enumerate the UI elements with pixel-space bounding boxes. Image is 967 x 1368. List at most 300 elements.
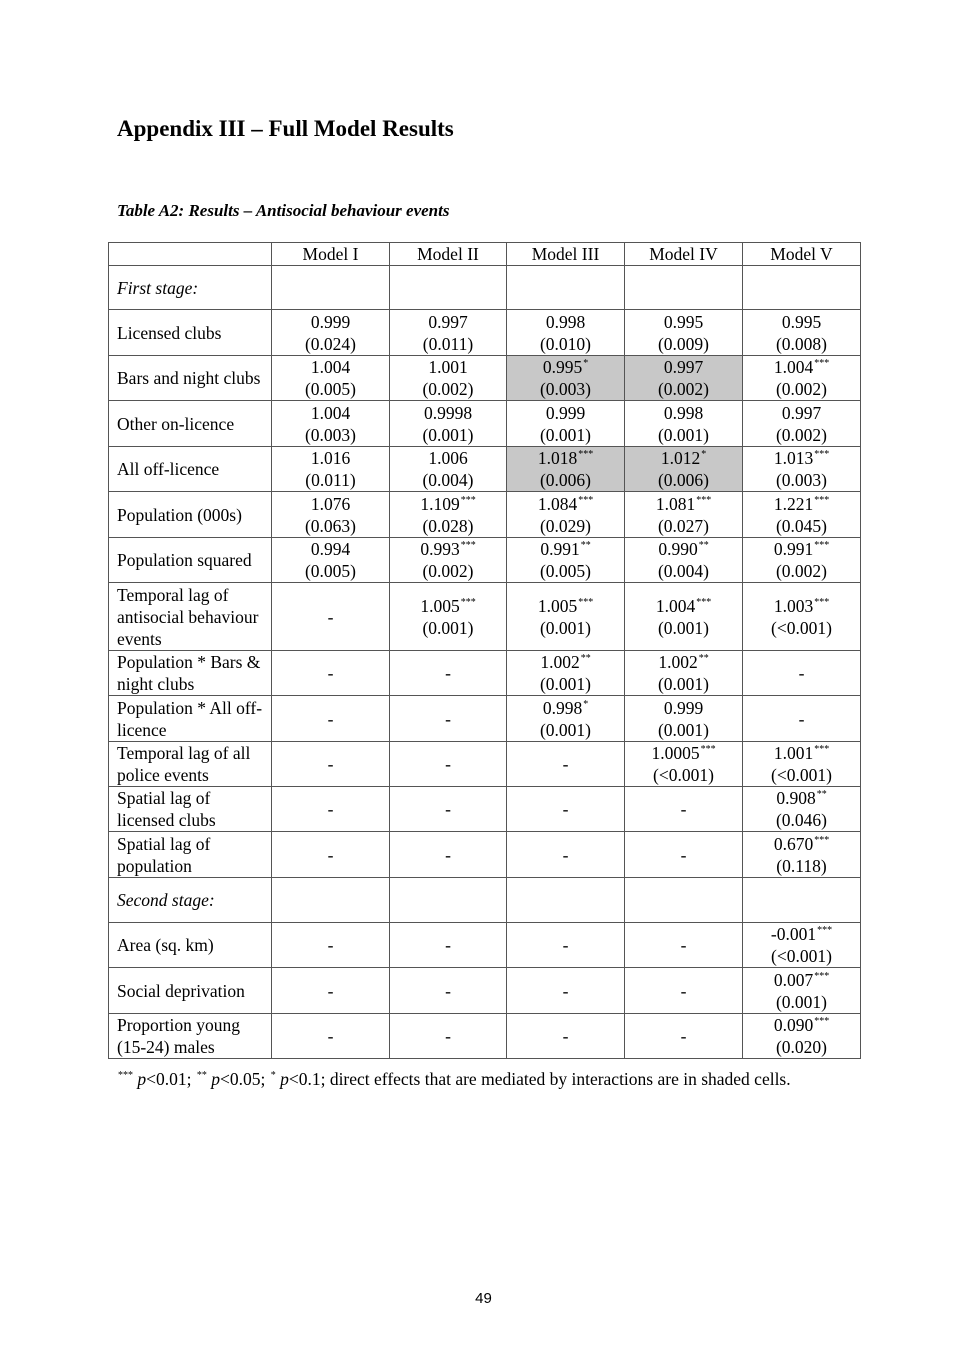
estimate-value: 0.998 bbox=[542, 697, 583, 718]
dash-value: - bbox=[445, 980, 451, 1001]
estimate bbox=[390, 538, 506, 560]
dash-value: - bbox=[445, 799, 451, 819]
estimate bbox=[743, 923, 860, 945]
significance-stars: *** bbox=[578, 596, 594, 608]
estimate-value: 1.076 bbox=[310, 493, 351, 514]
estimate bbox=[625, 402, 742, 424]
significance-stars: * bbox=[701, 449, 707, 460]
significance-stars: *** bbox=[814, 744, 830, 755]
estimate bbox=[390, 356, 506, 378]
value-cell bbox=[743, 832, 861, 878]
value-cell bbox=[390, 651, 507, 696]
estimate-value: 1.002 bbox=[658, 652, 698, 672]
standard-error: (0.001) bbox=[775, 991, 828, 1012]
empty-cell bbox=[390, 878, 507, 923]
header-row bbox=[109, 243, 861, 266]
value-cell bbox=[272, 742, 390, 787]
column-header: Model I bbox=[272, 243, 390, 266]
row-label: Bars and night clubs bbox=[109, 356, 272, 401]
dash-value: - bbox=[327, 1026, 334, 1046]
table-row bbox=[109, 742, 861, 787]
row-label: Population * Bars & night clubs bbox=[109, 651, 272, 696]
value-cell bbox=[743, 447, 861, 492]
significance-stars: * bbox=[583, 358, 589, 369]
standard-error: (0.006) bbox=[539, 470, 592, 490]
standard-error: (0.020) bbox=[775, 1037, 828, 1057]
estimate bbox=[272, 402, 389, 424]
estimate bbox=[625, 311, 742, 333]
value-cell bbox=[390, 832, 507, 878]
value-cell bbox=[272, 651, 390, 696]
dash-value: - bbox=[445, 1026, 451, 1046]
dash-value: - bbox=[680, 980, 687, 1001]
estimate-value: 1.004 bbox=[655, 595, 696, 616]
empty-cell bbox=[625, 266, 743, 310]
standard-error: (<0.001) bbox=[771, 765, 832, 785]
empty-cell bbox=[507, 266, 625, 310]
standard-error: (0.002) bbox=[775, 561, 828, 581]
standard-error: (0.046) bbox=[775, 810, 828, 830]
header-empty-cell bbox=[109, 243, 272, 266]
value-cell bbox=[743, 538, 861, 583]
significance-stars: * bbox=[583, 698, 589, 710]
value-cell bbox=[625, 787, 743, 832]
value-cell bbox=[507, 583, 625, 651]
section-label: Second stage: bbox=[109, 878, 272, 923]
estimate bbox=[743, 595, 860, 617]
value-cell bbox=[625, 310, 743, 356]
dash-value: - bbox=[327, 844, 334, 865]
value-cell bbox=[390, 696, 507, 742]
estimate bbox=[743, 787, 860, 809]
significance-stars: *** bbox=[696, 494, 712, 506]
estimate bbox=[507, 538, 624, 560]
column-header: Model III bbox=[507, 243, 625, 266]
empty-cell bbox=[390, 266, 507, 310]
estimate bbox=[743, 538, 860, 560]
section-row bbox=[109, 266, 861, 310]
dash-value: - bbox=[445, 708, 451, 729]
dash-value: - bbox=[562, 980, 569, 1001]
estimate bbox=[507, 697, 624, 719]
value-cell bbox=[272, 583, 390, 651]
standard-error: (0.009) bbox=[657, 333, 710, 354]
dash-value: - bbox=[562, 754, 569, 774]
estimate-value: 0.007 bbox=[773, 969, 814, 990]
value-cell bbox=[625, 583, 743, 651]
empty-cell bbox=[743, 878, 861, 923]
estimate-value: 1.001 bbox=[428, 357, 468, 377]
estimate bbox=[743, 493, 860, 515]
standard-error: (0.001) bbox=[422, 424, 474, 445]
value-cell bbox=[507, 923, 625, 968]
table-row bbox=[109, 968, 861, 1014]
value-cell bbox=[743, 968, 861, 1014]
estimate-value: 1.001 bbox=[773, 743, 814, 763]
estimate bbox=[390, 447, 506, 469]
empty-cell bbox=[743, 266, 861, 310]
estimate bbox=[743, 311, 860, 333]
estimate-value: 1.109 bbox=[420, 493, 460, 514]
column-header: Model IV bbox=[625, 243, 743, 266]
value-cell bbox=[272, 696, 390, 742]
estimate-value: 1.018 bbox=[537, 448, 578, 468]
estimate-value: 0.998 bbox=[663, 402, 704, 423]
table-row bbox=[109, 538, 861, 583]
dash-value: - bbox=[680, 935, 687, 955]
estimate-value: 0.908 bbox=[776, 788, 816, 808]
value-cell bbox=[272, 401, 390, 447]
estimate bbox=[390, 402, 506, 424]
estimate-value: 0.999 bbox=[310, 311, 351, 332]
dash-value: - bbox=[445, 663, 451, 683]
value-cell bbox=[743, 401, 861, 447]
value-cell bbox=[743, 651, 861, 696]
dash-value: - bbox=[327, 935, 334, 955]
significance-stars: *** bbox=[814, 970, 830, 982]
dash-value: - bbox=[798, 663, 805, 683]
dash-value: - bbox=[445, 844, 451, 865]
value-cell bbox=[507, 832, 625, 878]
estimate-value: 1.002 bbox=[540, 652, 580, 672]
row-label: Licensed clubs bbox=[109, 310, 272, 356]
estimate bbox=[507, 651, 624, 673]
value-cell bbox=[743, 787, 861, 832]
significance-stars: *** bbox=[578, 449, 594, 460]
table-row bbox=[109, 310, 861, 356]
standard-error: (0.005) bbox=[304, 379, 357, 399]
significance-stars: *** bbox=[700, 744, 716, 755]
estimate-value: 1.013 bbox=[773, 448, 814, 468]
estimate-value: 0.670 bbox=[773, 833, 814, 854]
value-cell bbox=[507, 492, 625, 538]
value-cell bbox=[390, 583, 507, 651]
shaded-cell bbox=[625, 356, 743, 401]
table-row bbox=[109, 401, 861, 447]
value-cell bbox=[507, 968, 625, 1014]
row-label: Other on-licence bbox=[109, 401, 272, 447]
standard-error: (0.001) bbox=[657, 674, 710, 694]
value-cell bbox=[625, 401, 743, 447]
estimate bbox=[743, 742, 860, 764]
significance-stars: *** bbox=[814, 358, 830, 369]
estimate-value: 0.991 bbox=[773, 539, 814, 559]
standard-error: (0.045) bbox=[775, 515, 828, 536]
significance-stars: *** bbox=[460, 540, 476, 551]
page-number: 49 bbox=[475, 1290, 492, 1307]
value-cell bbox=[272, 447, 390, 492]
dash-value: - bbox=[445, 935, 451, 955]
row-label: Proportion young (15-24) males bbox=[109, 1014, 272, 1059]
value-cell bbox=[390, 492, 507, 538]
table-footnote: *** p<0.01; ** p<0.05; * p<0.1; direct effects that are mediated by interactions are in shaded cells. bbox=[118, 1069, 791, 1089]
estimate bbox=[272, 538, 389, 560]
value-cell bbox=[743, 742, 861, 787]
estimate-value: 1.004 bbox=[310, 402, 351, 423]
standard-error: (0.002) bbox=[775, 424, 828, 445]
estimate bbox=[390, 311, 506, 333]
table-row bbox=[109, 447, 861, 492]
value-cell bbox=[390, 742, 507, 787]
dash-value: - bbox=[798, 708, 805, 729]
standard-error: (<0.001) bbox=[771, 617, 832, 638]
estimate-value: 0.997 bbox=[781, 402, 822, 423]
estimate bbox=[625, 595, 742, 617]
dash-value: - bbox=[680, 1026, 687, 1046]
shaded-cell bbox=[625, 447, 743, 492]
significance-stars: *** bbox=[817, 925, 833, 936]
estimate-value: 1.006 bbox=[428, 448, 468, 468]
standard-error: (0.003) bbox=[539, 379, 592, 399]
value-cell bbox=[272, 968, 390, 1014]
dash-value: - bbox=[562, 1026, 569, 1046]
value-cell bbox=[272, 923, 390, 968]
standard-error: (0.004) bbox=[422, 470, 474, 490]
row-label: Temporal lag of antisocial behaviour events bbox=[109, 583, 272, 651]
estimate-value: 1.012 bbox=[660, 448, 701, 468]
value-cell bbox=[625, 696, 743, 742]
row-label: Area (sq. km) bbox=[109, 923, 272, 968]
estimate-value: 0.997 bbox=[428, 311, 468, 332]
significance-stars: ** bbox=[580, 653, 591, 664]
estimate bbox=[390, 595, 506, 617]
estimate bbox=[625, 356, 742, 378]
standard-error: (0.004) bbox=[657, 561, 710, 581]
estimate-value: 1.005 bbox=[420, 595, 460, 616]
estimate bbox=[390, 493, 506, 515]
standard-error: (0.001) bbox=[539, 617, 592, 638]
value-cell bbox=[507, 1014, 625, 1059]
significance-stars: *** bbox=[814, 449, 830, 460]
standard-error: (0.001) bbox=[422, 617, 474, 638]
section-label: First stage: bbox=[109, 266, 272, 310]
estimate bbox=[507, 447, 624, 469]
standard-error: (0.001) bbox=[539, 424, 592, 445]
empty-cell bbox=[272, 878, 390, 923]
standard-error: (<0.001) bbox=[653, 765, 714, 785]
estimate-value: 0.995 bbox=[781, 311, 822, 332]
dash-value: - bbox=[327, 754, 334, 774]
estimate bbox=[272, 311, 389, 333]
standard-error: (0.002) bbox=[657, 379, 710, 399]
estimate-value: 0.999 bbox=[545, 402, 586, 423]
significance-stars: *** bbox=[814, 596, 830, 608]
value-cell bbox=[272, 538, 390, 583]
standard-error: (<0.001) bbox=[771, 946, 832, 966]
standard-error: (0.002) bbox=[775, 379, 828, 399]
table-row bbox=[109, 492, 861, 538]
standard-error: (0.002) bbox=[422, 379, 474, 399]
value-cell bbox=[390, 787, 507, 832]
standard-error: (0.006) bbox=[657, 470, 710, 490]
value-cell bbox=[507, 742, 625, 787]
column-header: Model II bbox=[390, 243, 507, 266]
estimate bbox=[743, 1014, 860, 1036]
estimate bbox=[272, 447, 389, 469]
value-cell bbox=[507, 538, 625, 583]
estimate bbox=[507, 402, 624, 424]
significance-stars: ** bbox=[698, 540, 709, 551]
value-cell bbox=[272, 356, 390, 401]
standard-error: (0.003) bbox=[775, 470, 828, 490]
significance-stars: ** bbox=[580, 540, 591, 551]
value-cell bbox=[625, 742, 743, 787]
row-label: All off-licence bbox=[109, 447, 272, 492]
estimate-value: 0.995 bbox=[663, 311, 704, 332]
row-label: Spatial lag of population bbox=[109, 832, 272, 878]
significance-stars: *** bbox=[460, 494, 476, 506]
dash-value: - bbox=[327, 799, 334, 819]
table-row bbox=[109, 787, 861, 832]
value-cell bbox=[625, 492, 743, 538]
estimate bbox=[625, 742, 742, 764]
table-row bbox=[109, 696, 861, 742]
standard-error: (0.001) bbox=[657, 719, 710, 740]
row-label: Population (000s) bbox=[109, 492, 272, 538]
table-row bbox=[109, 583, 861, 651]
standard-error: (0.008) bbox=[775, 333, 828, 354]
estimate-value: 0.990 bbox=[658, 539, 698, 559]
dash-value: - bbox=[327, 980, 334, 1001]
dash-value: - bbox=[327, 663, 334, 683]
value-cell bbox=[390, 447, 507, 492]
row-label: Population squared bbox=[109, 538, 272, 583]
dash-value: - bbox=[562, 935, 569, 955]
value-cell bbox=[272, 832, 390, 878]
estimate bbox=[743, 402, 860, 424]
significance-stars: ** bbox=[816, 789, 827, 800]
table-row bbox=[109, 832, 861, 878]
significance-stars: ** bbox=[698, 653, 709, 664]
dash-value: - bbox=[680, 799, 687, 819]
estimate-value: 0.997 bbox=[663, 357, 704, 377]
table-row bbox=[109, 651, 861, 696]
estimate-value: 0.999 bbox=[663, 697, 704, 718]
estimate bbox=[507, 493, 624, 515]
value-cell bbox=[390, 538, 507, 583]
value-cell bbox=[390, 356, 507, 401]
value-cell bbox=[743, 310, 861, 356]
value-cell bbox=[743, 923, 861, 968]
value-cell bbox=[507, 401, 625, 447]
standard-error: (0.001) bbox=[539, 674, 592, 694]
standard-error: (0.005) bbox=[304, 561, 357, 581]
standard-error: (0.027) bbox=[657, 515, 710, 536]
estimate-value: 1.0005 bbox=[651, 743, 700, 763]
significance-stars: *** bbox=[460, 596, 476, 608]
shaded-cell bbox=[507, 447, 625, 492]
estimate bbox=[625, 651, 742, 673]
value-cell bbox=[272, 787, 390, 832]
row-label: Population * All off-licence bbox=[109, 696, 272, 742]
sig-marker: * bbox=[270, 1070, 276, 1081]
standard-error: (0.002) bbox=[422, 561, 474, 581]
estimate-value: 1.004 bbox=[310, 357, 351, 377]
value-cell bbox=[625, 538, 743, 583]
table-row bbox=[109, 923, 861, 968]
page-heading: Appendix III – Full Model Results bbox=[117, 116, 454, 141]
value-cell bbox=[743, 356, 861, 401]
value-cell bbox=[625, 1014, 743, 1059]
value-cell bbox=[390, 310, 507, 356]
estimate-value: 1.084 bbox=[537, 493, 578, 514]
standard-error: (0.003) bbox=[304, 424, 357, 445]
value-cell bbox=[390, 968, 507, 1014]
estimate-value: 0.993 bbox=[420, 539, 460, 559]
shaded-cell bbox=[507, 356, 625, 401]
estimate-value: 0.994 bbox=[310, 539, 351, 559]
value-cell bbox=[625, 651, 743, 696]
dash-value: - bbox=[562, 799, 569, 819]
value-cell bbox=[625, 968, 743, 1014]
significance-stars: *** bbox=[814, 1016, 830, 1027]
section-row bbox=[109, 878, 861, 923]
standard-error: (0.028) bbox=[422, 515, 474, 536]
standard-error: (0.118) bbox=[776, 855, 827, 876]
significance-stars: *** bbox=[814, 494, 830, 506]
standard-error: (0.029) bbox=[539, 515, 592, 536]
value-cell bbox=[625, 923, 743, 968]
standard-error: (0.001) bbox=[657, 617, 710, 638]
estimate bbox=[743, 356, 860, 378]
value-cell bbox=[507, 651, 625, 696]
value-cell bbox=[507, 696, 625, 742]
value-cell bbox=[625, 832, 743, 878]
results-table bbox=[108, 242, 861, 1059]
empty-cell bbox=[625, 878, 743, 923]
value-cell bbox=[272, 492, 390, 538]
estimate-value: 0.995 bbox=[542, 357, 583, 377]
estimate bbox=[507, 595, 624, 617]
estimate-value: 1.005 bbox=[537, 595, 578, 616]
table-row bbox=[109, 1014, 861, 1059]
significance-stars: *** bbox=[814, 834, 830, 846]
value-cell bbox=[743, 492, 861, 538]
value-cell bbox=[272, 1014, 390, 1059]
standard-error: (0.063) bbox=[304, 515, 357, 536]
estimate bbox=[743, 833, 860, 855]
value-cell bbox=[743, 696, 861, 742]
empty-cell bbox=[507, 878, 625, 923]
significance-stars: *** bbox=[578, 494, 594, 506]
dash-value: - bbox=[445, 754, 451, 774]
estimate-value: 0.090 bbox=[773, 1015, 814, 1035]
estimate bbox=[625, 493, 742, 515]
sig-marker: *** bbox=[118, 1070, 133, 1081]
estimate bbox=[272, 356, 389, 378]
estimate-value: -0.001 bbox=[770, 924, 817, 944]
table-caption: Table A2: Results – Antisocial behaviour events bbox=[117, 201, 450, 220]
empty-cell bbox=[272, 266, 390, 310]
row-label: Spatial lag of licensed clubs bbox=[109, 787, 272, 832]
estimate-value: 1.081 bbox=[655, 493, 696, 514]
value-cell bbox=[743, 583, 861, 651]
value-cell bbox=[272, 310, 390, 356]
estimate-value: 0.9998 bbox=[423, 402, 473, 423]
value-cell bbox=[507, 310, 625, 356]
standard-error: (0.001) bbox=[539, 719, 592, 740]
significance-stars: *** bbox=[814, 540, 830, 551]
standard-error: (0.011) bbox=[422, 333, 474, 354]
estimate-value: 1.003 bbox=[773, 595, 814, 616]
standard-error: (0.011) bbox=[305, 470, 356, 490]
dash-value: - bbox=[327, 708, 334, 729]
estimate bbox=[625, 697, 742, 719]
dash-value: - bbox=[680, 844, 687, 865]
estimate bbox=[507, 356, 624, 378]
standard-error: (0.001) bbox=[657, 424, 710, 445]
estimate-value: 1.016 bbox=[310, 448, 351, 468]
